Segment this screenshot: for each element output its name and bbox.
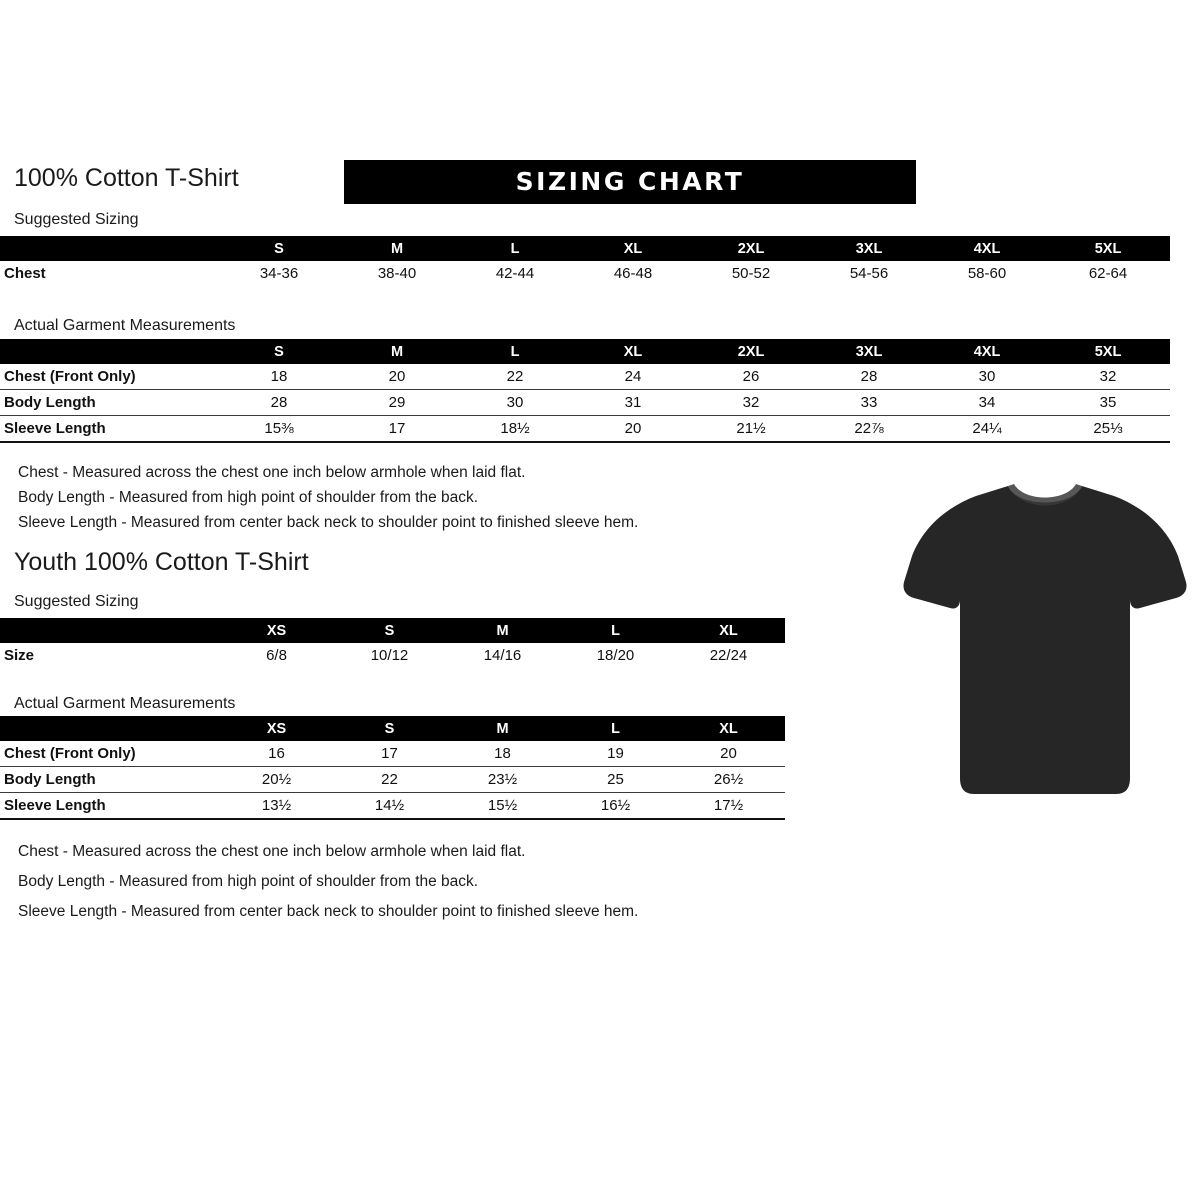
table-row [0,416,1170,443]
cell: 18/20 [596,647,635,664]
column-header: M [390,240,404,257]
youth-suggested-sizing-label: Suggested Sizing [14,593,139,610]
cell: 22 [381,771,398,788]
column-header: S [274,343,284,360]
column-header [0,716,220,741]
cell: 29 [388,394,406,411]
row-label: Chest [4,265,46,282]
column-header: 4XL [973,343,1001,360]
column-header: XS [266,720,287,737]
cell: 34-36 [259,265,299,282]
cell: 17½ [713,797,744,814]
column-header: M [496,720,509,737]
column-header: 3XL [855,343,883,360]
cell: 13½ [261,797,292,814]
cell: 14½ [374,797,405,814]
cell: 19 [607,745,624,762]
column-header: S [274,240,284,257]
cell: 20 [388,368,406,385]
cell: 25 [607,771,624,788]
column-header: 5XL [1094,240,1122,257]
cell: 21½ [736,420,766,437]
table-header-row [0,618,785,643]
column-header: XL [623,240,643,257]
column-header: M [390,343,404,360]
row-label: Chest (Front Only) [4,368,136,385]
cell: 24 [624,368,642,385]
cell: 16 [268,745,285,762]
cell: 20 [720,745,737,762]
youth-note-body-length: Body Length - Measured from high point of shoulder from the back. [18,873,479,890]
cell: 6/8 [266,647,287,664]
cell: 18 [494,745,511,762]
cell: 42-44 [495,265,535,282]
column-header: 2XL [737,343,765,360]
cell: 30 [978,368,996,385]
table-header-row [0,716,785,741]
cell: 32 [742,394,760,411]
youth-actual-measurements-table [0,716,785,820]
cell: 35 [1099,394,1117,411]
column-header: 3XL [855,240,883,257]
cell: 31 [624,394,642,411]
cell: 30 [506,394,524,411]
cell: 14/16 [483,647,522,664]
table-row [0,643,785,668]
cell: 20 [624,420,642,437]
youth-section-title: Youth 100% Cotton T-Shirt [14,548,309,576]
column-header: XL [719,720,738,737]
column-header: 5XL [1094,343,1122,360]
page-title: 100% Cotton T-Shirt [14,164,239,192]
cell: 25⅓ [1093,420,1123,437]
cell: 18 [270,368,288,385]
youth-note-sleeve-length: Sleeve Length - Measured from center back neck to shoulder point to finished sleeve hem. [18,903,639,920]
adult-actual-measurements-table [0,339,1170,443]
cell: 17 [381,745,398,762]
row-label: Chest (Front Only) [4,745,136,762]
cell: 26½ [713,771,744,788]
adult-actual-measurements-label: Actual Garment Measurements [14,317,236,334]
cell: 18½ [500,420,530,437]
table-row [0,793,785,820]
column-header: S [384,622,395,639]
cell: 22 [506,368,524,385]
cell: 23½ [487,771,518,788]
table-row [0,364,1170,390]
cell: 10/12 [370,647,409,664]
cell: 28 [860,368,878,385]
t-shirt-icon [900,478,1190,808]
sizing-chart-banner-label: SIZING CHART [515,167,745,196]
table-row [0,767,785,793]
column-header: L [611,622,620,639]
column-header: L [510,240,520,257]
cell: 50-52 [731,265,771,282]
table-header-row [0,236,1170,261]
adult-suggested-sizing-table [0,236,1170,286]
cell: 58-60 [967,265,1007,282]
cell: 26 [742,368,760,385]
cell: 22⅞ [854,420,884,437]
cell: 15⅜ [264,420,294,437]
cell: 54-56 [849,265,889,282]
adult-suggested-sizing-label: Suggested Sizing [14,211,139,228]
document-header [14,160,1189,204]
column-header: 2XL [737,240,765,257]
cell: 34 [978,394,996,411]
column-header: 4XL [973,240,1001,257]
row-label: Body Length [4,394,96,411]
cell: 32 [1099,368,1117,385]
adult-note-body-length: Body Length - Measured from high point of shoulder from the back. [18,489,479,506]
column-header: XL [719,622,738,639]
cell: 15½ [487,797,518,814]
cell: 33 [860,394,878,411]
t-shirt-illustration [900,478,1190,808]
youth-suggested-sizing-table [0,618,785,668]
row-label: Sleeve Length [4,420,106,437]
sizing-chart-banner [344,160,916,204]
cell: 38-40 [377,265,417,282]
adult-note-sleeve-length: Sleeve Length - Measured from center back neck to shoulder point to finished sleeve hem. [18,514,639,531]
column-header: M [496,622,509,639]
column-header: S [384,720,395,737]
table-row [0,390,1170,416]
column-header: XS [266,622,287,639]
column-header [0,618,220,643]
cell: 62-64 [1088,265,1128,282]
row-label: Size [4,647,35,664]
column-header [0,339,220,364]
row-label: Body Length [4,771,96,788]
youth-note-chest: Chest - Measured across the chest one inch below armhole when laid flat. [18,843,526,860]
youth-actual-measurements-label: Actual Garment Measurements [14,695,236,712]
table-row [0,741,785,767]
cell: 16½ [600,797,631,814]
cell: 20½ [261,771,292,788]
cell: 22/24 [709,647,748,664]
cell: 17 [388,420,406,437]
adult-note-chest: Chest - Measured across the chest one inch below armhole when laid flat. [18,464,526,481]
table-header-row [0,339,1170,364]
table-row [0,261,1170,286]
cell: 28 [270,394,288,411]
row-label: Sleeve Length [4,797,106,814]
column-header: XL [623,343,643,360]
cell: 46-48 [613,265,653,282]
column-header: L [510,343,520,360]
column-header: L [611,720,620,737]
column-header [0,236,220,261]
cell: 24¼ [972,420,1002,437]
